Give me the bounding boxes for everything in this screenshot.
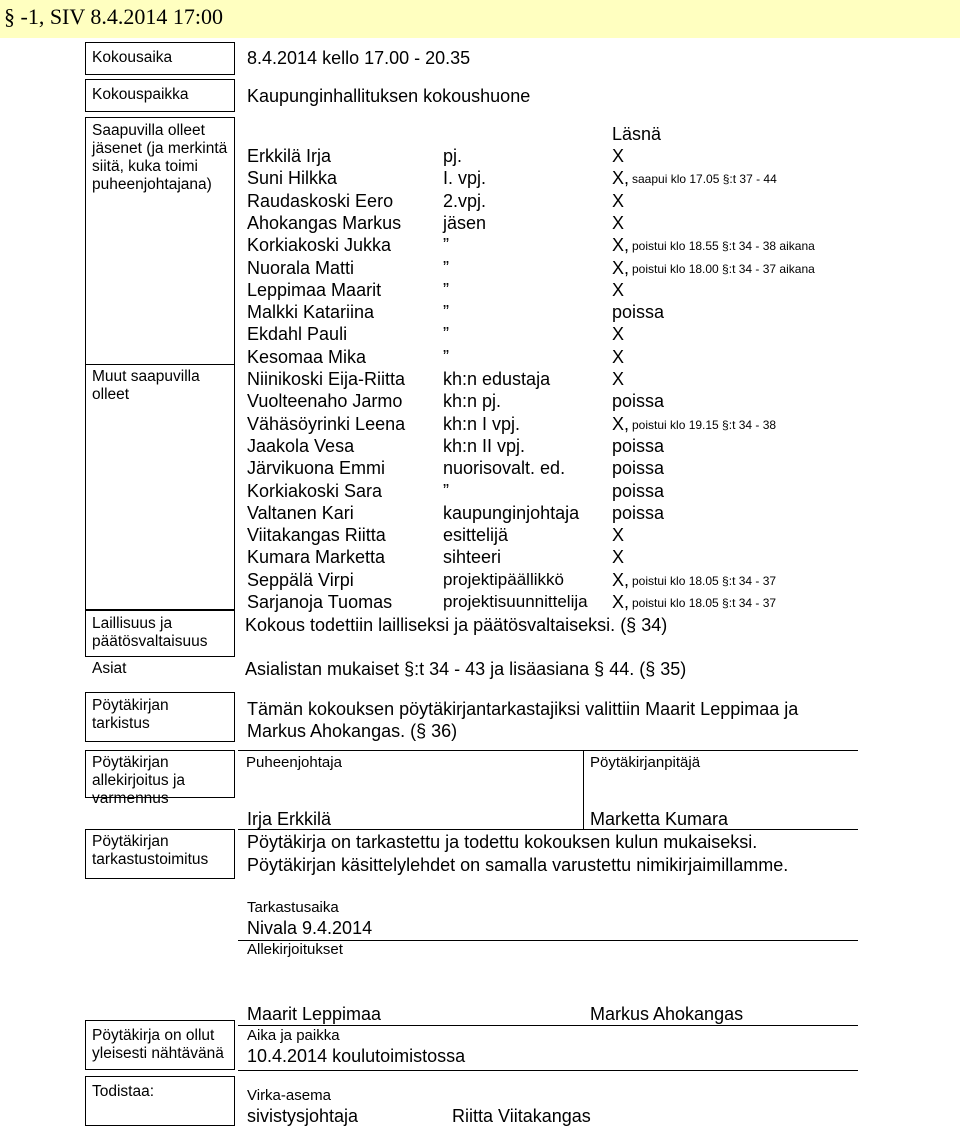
public-line — [238, 1070, 858, 1071]
meeting-place-label: Kokouspaikka — [92, 86, 189, 103]
public-label-box — [85, 1020, 235, 1070]
attendee-role: ” — [443, 324, 449, 345]
review-text: Tämän kokouksen pöytäkirjantarkastajiksi valittiin Maarit Leppimaa ja Markus Ahokangas. (§ 36) — [247, 699, 799, 741]
attendee-status: poissa — [612, 458, 665, 479]
attendee-role: kh:n II vpj. — [443, 435, 526, 456]
attendee-status: poissa — [612, 391, 665, 412]
attendee-status: X, — [612, 257, 630, 278]
attendee-note: poistui klo 18.00 §:t 34 - 37 aikana — [632, 261, 815, 276]
attendee-name: Erkkilä Irja — [247, 146, 332, 166]
attendee-role: kh:n I vpj. — [443, 413, 521, 434]
attendee-name: Vähäsöyrinki Leena — [247, 413, 406, 434]
attendee-role: ” — [443, 302, 449, 323]
review-date-label: Tarkastusaika — [247, 899, 339, 916]
signing-top-line — [238, 750, 858, 751]
matters-text: Asialistan mukaiset §:t 34 - 43 ja lisäasiana § 44. (§ 35) — [245, 659, 687, 679]
attendee-name: Valtanen Kari — [247, 502, 354, 523]
chair-label: Puheenjohtaja — [246, 754, 342, 771]
attendee-name: Raudaskoski Eero — [247, 190, 394, 211]
matters-label: Asiat — [92, 660, 127, 677]
attendee-role: kaupunginjohtaja — [443, 502, 580, 523]
attendee-status: X — [612, 279, 625, 300]
attendee-role: kh:n pj. — [443, 391, 502, 412]
attendee-role: jäsen — [443, 212, 487, 233]
meeting-time-value: 8.4.2014 kello 17.00 - 20.35 — [247, 48, 471, 68]
attendee-name: Korkiakoski Sara — [247, 480, 383, 501]
attendee-status: X — [612, 547, 625, 568]
attendee-status: X — [612, 369, 625, 389]
attendee-status: poissa — [612, 435, 665, 456]
public-place-label: Aika ja paikka — [247, 1027, 340, 1044]
members-label: Saapuvilla olleet jäsenet (ja merkintä siitä, kuka toimi puheenjohtajana) — [92, 122, 228, 193]
attendee-name: Malkki Katariina — [247, 302, 375, 323]
public-place-value: 10.4.2014 koulutoimistossa — [247, 1046, 466, 1066]
attendee-status: X, — [612, 569, 630, 590]
meeting-time-label: Kokousaika — [92, 49, 173, 66]
review-done-text-1: Pöytäkirja on tarkastettu ja todettu kokouksen kulun mukaiseksi. — [247, 832, 758, 852]
attendee-note: poistui klo 18.55 §:t 34 - 38 aikana — [632, 239, 815, 254]
attendee-status: X — [612, 324, 625, 345]
attendee-note: saapui klo 17.05 §:t 37 - 44 — [632, 172, 777, 187]
attendee-role: ” — [443, 257, 449, 278]
attest-position-value: sivistysjohtaja — [247, 1106, 359, 1126]
attendee-status: X, — [612, 168, 630, 189]
signer-2: Markus Ahokangas — [590, 1004, 744, 1024]
attendee-name: Viitakangas Riitta — [247, 525, 386, 546]
attendee-status: X — [612, 190, 625, 211]
meeting-time-label-box — [85, 42, 235, 75]
attendee-role: projektisuunnittelija — [443, 592, 588, 611]
present-header: Läsnä — [612, 124, 662, 144]
attendee-role: I. vpj. — [443, 168, 487, 189]
attendee-status: X, — [612, 235, 630, 256]
attendee-status: X, — [612, 592, 630, 612]
attendee-name: Kesomaa Mika — [247, 346, 367, 367]
attendee-name: Nuorala Matti — [247, 257, 355, 278]
signing-label-box — [85, 750, 235, 807]
attendee-role: ” — [443, 235, 449, 256]
others-label-box — [85, 365, 235, 610]
page-header — [0, 0, 960, 38]
attendee-status: X — [612, 146, 625, 166]
attendee-note: poistui klo 18.05 §:t 34 - 37 — [632, 596, 777, 610]
attendee-role: kh:n edustaja — [443, 369, 551, 389]
attest-label-box — [85, 1076, 235, 1126]
legality-label: Laillisuus ja päätösvaltaisuus — [92, 615, 208, 650]
review-done-label: Pöytäkirjan tarkastustoimitus — [92, 833, 209, 868]
attendee-role: esittelijä — [443, 525, 509, 546]
attendee-role: nuorisovalt. ed. — [443, 458, 566, 479]
signer-1: Maarit Leppimaa — [247, 1004, 382, 1024]
attendee-name: Vuolteenaho Jarmo — [247, 391, 403, 412]
attendee-role: ” — [443, 279, 449, 300]
attendee-role: sihteeri — [443, 547, 502, 568]
review-done-text-2: Pöytäkirjan käsittelylehdet on samalla varustettu nimikirjaimillamme. — [247, 855, 789, 875]
secretary-label: Pöytäkirjanpitäjä — [590, 754, 701, 771]
attendee-status: poissa — [612, 480, 665, 501]
attendee-name: Seppälä Virpi — [247, 569, 354, 590]
attendee-note: poistui klo 18.05 §:t 34 - 37 — [632, 573, 777, 588]
attendee-name: Ekdahl Pauli — [247, 324, 348, 345]
attendee-name: Jaakola Vesa — [247, 435, 355, 456]
attendee-name: Niinikoski Eija-Riitta — [247, 369, 406, 389]
legality-text: Kokous todettiin lailliseksi ja päätösvaltaiseksi. (§ 34) — [245, 615, 668, 635]
public-label: Pöytäkirja on ollut yleisesti nähtävänä — [92, 1027, 224, 1062]
signing-label: Pöytäkirjan allekirjoitus ja varmennus — [92, 754, 186, 807]
attendee-name: Kumara Marketta — [247, 547, 386, 568]
attest-position-label: Virka-asema — [247, 1087, 331, 1104]
attest-person: Riitta Viitakangas — [452, 1106, 591, 1126]
others-label: Muut saapuvilla olleet — [92, 368, 200, 403]
secretary-name: Marketta Kumara — [590, 809, 729, 829]
review-label: Pöytäkirjan tarkistus — [92, 697, 169, 732]
attendee-status: X — [612, 212, 625, 233]
members-label-box — [85, 117, 235, 365]
meeting-place-label-box — [85, 79, 235, 112]
attendee-name: Korkiakoski Jukka — [247, 235, 392, 256]
meeting-place-value: Kaupunginhallituksen kokoushuone — [247, 86, 531, 106]
attendee-role: 2.vpj. — [443, 190, 487, 211]
attendee-status: X — [612, 346, 625, 367]
review-label-box — [85, 692, 235, 742]
legality-label-box — [85, 610, 235, 657]
attendee-status: X, — [612, 413, 630, 434]
attest-label: Todistaa: — [92, 1083, 155, 1100]
attendee-status: poissa — [612, 502, 665, 523]
attendee-note: poistui klo 19.15 §:t 34 - 38 — [632, 417, 777, 432]
attendee-status: poissa — [612, 302, 665, 323]
attendee-name: Ahokangas Markus — [247, 212, 402, 233]
attendee-role: ” — [443, 346, 449, 367]
review-done-label-box — [85, 829, 235, 879]
attendee-name: Leppimaa Maarit — [247, 279, 382, 300]
signatures-label: Allekirjoitukset — [247, 941, 343, 958]
attendee-role: projektipäällikkö — [443, 569, 564, 589]
attendee-role: pj. — [443, 146, 463, 166]
attendee-name: Sarjanoja Tuomas — [247, 592, 393, 612]
signing-bottom-line — [238, 829, 858, 830]
chair-name: Irja Erkkilä — [247, 809, 332, 829]
review-date-value: Nivala 9.4.2014 — [247, 918, 373, 938]
header-text: § -1, SIV 8.4.2014 17:00 — [4, 4, 223, 29]
signers-line — [238, 1025, 858, 1026]
attendee-role: ” — [443, 480, 449, 501]
signing-divider — [583, 750, 584, 830]
attendee-name: Suni Hilkka — [247, 168, 338, 189]
attendee-name: Järvikuona Emmi — [247, 458, 386, 479]
attendee-status: X — [612, 525, 625, 546]
